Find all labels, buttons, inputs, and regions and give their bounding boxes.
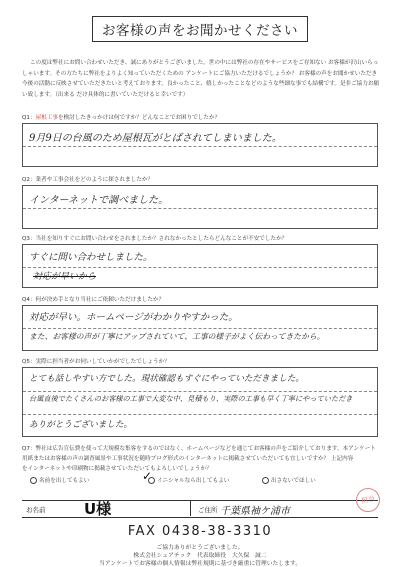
name-value: U様 — [84, 500, 112, 518]
question-4: Q4：何が決め手となり当社にご依頼いただけましたか？ — [22, 297, 165, 303]
name-address-row — [22, 500, 378, 518]
option-no-publish-label: 出さないでほしい — [271, 478, 316, 484]
answer-box-1 — [22, 123, 378, 167]
answer-5-text-3: ありがとうございました。 — [29, 420, 133, 430]
answer-5-text-2: 台風直後でたくさんのお客様の工事で大変な中、見積もり、実際の工事も早く丁寧にやっていただき — [29, 394, 353, 403]
question-7-line-2: 用紙またはお客様の声の調査風景や工事状況を随時ブログ形式のインターネットに掲載させていただいても宜しいですか？ 上記内容 — [22, 456, 354, 462]
question-7-line-1: Q7：弊社は広告宣伝費を使って大規模な集客をするのではなく、ホームページなどを通じてお客様の声をご紹介しております。本アンケート — [22, 446, 376, 452]
dashed-line — [23, 328, 377, 329]
answer-5-text-1: とても話しやすい方でした。現状確認もすぐにやっていただきました。 — [29, 374, 305, 384]
answer-3-text-2: 対応が早いから — [33, 272, 97, 282]
dashed-line — [23, 267, 377, 268]
address-label: ご住所 — [198, 506, 218, 514]
answer-2-text: インターネットで調べました。 — [29, 195, 169, 206]
name-label: お名前 — [26, 506, 46, 514]
question-7-line-3: をインターネットや印刷物に掲載させていただいてもよろしいでしょうか？ — [22, 466, 212, 472]
staff-stamp: 担当 — [354, 486, 382, 514]
divider — [190, 501, 191, 516]
footer-thanks: ご協力ありがとうございました。 — [156, 545, 244, 551]
dashed-line — [23, 391, 377, 392]
question-2: Q2：業者や工事会社をどのように探されましたか？ — [22, 177, 154, 183]
check-mark-icon: ✓ — [142, 469, 153, 483]
radio-circle-icon — [262, 477, 269, 484]
intro-text: この度は弊社にお問い合わせいただき、誠にありがとうございました。世の中には弊社の存在やサービスをご存知ない お客様が沢山いらっしゃいます。その方たちに弊社をよりよく知っていただくための アンケートにご協力いただけるでしょうか？ お客様の声をお聞かせいただき今後の活動に反映させていただきたいと考えております。良かったこと、嬉しかったことなどのような些細な事でも結構です。是非ご協力お願い致します。（出来る だけ具体的に書いていただけると幸いです） — [22, 60, 380, 98]
dashed-line — [23, 146, 377, 147]
answer-box-3 — [22, 244, 378, 288]
answer-1-text: 9月9日の台風のため屋根瓦がとばされてしまいました。 — [29, 133, 282, 144]
answer-3-text-1: すぐに問い合わせしました。 — [29, 252, 153, 263]
answer-box-4 — [22, 305, 378, 351]
option-initial-ok-label: イニシャルなら出してもよい — [157, 478, 230, 484]
answer-4-text-1: 対応が早い。ホームページがわかりやすかった。 — [29, 312, 238, 323]
question-1-prefix: Q1： — [22, 115, 36, 121]
radio-circle-icon — [30, 477, 37, 484]
fax-number: FAX 0438-38-3310 — [127, 524, 273, 539]
dashed-line — [23, 208, 377, 209]
page-title: お客様の声をお聞かせください — [92, 16, 308, 42]
answer-box-5 — [22, 367, 378, 437]
question-5: Q5：実際に担当者がお伺いしていかがでしたでしょうか？ — [22, 359, 170, 365]
dashed-line — [23, 414, 377, 415]
answer-4-text-2: また、お客様の声が丁寧にアップされていて、工事の様子がよく伝わってきたから。 — [29, 332, 325, 341]
question-1-rest: を検討したきっかけは何ですか？どんなことでお困りでしたか？ — [57, 115, 221, 121]
option-initial-ok[interactable] — [148, 476, 229, 484]
question-3: Q3：当社を知りすぐにお問い合わせをされましたか？されなかったとしたらどんなことが不安でしたか？ — [22, 236, 288, 242]
address-value: 千葉県袖ケ浦市 — [220, 506, 290, 517]
answer-box-2 — [22, 185, 378, 229]
question-1-highlight: 屋根工事 — [35, 115, 58, 121]
option-no-publish[interactable] — [262, 476, 316, 484]
footer-company: 株式会社シェアテック 代表取締役 大久保 誠二 — [133, 553, 267, 559]
question-1 — [22, 113, 220, 121]
footer-privacy: 当アンケートでお客様の個人情報は弊社規則に基づき厳重に管理いたします。 — [98, 561, 302, 567]
option-name-ok-label: 名前を出してもよい — [39, 478, 90, 484]
option-name-ok[interactable] — [30, 476, 89, 484]
